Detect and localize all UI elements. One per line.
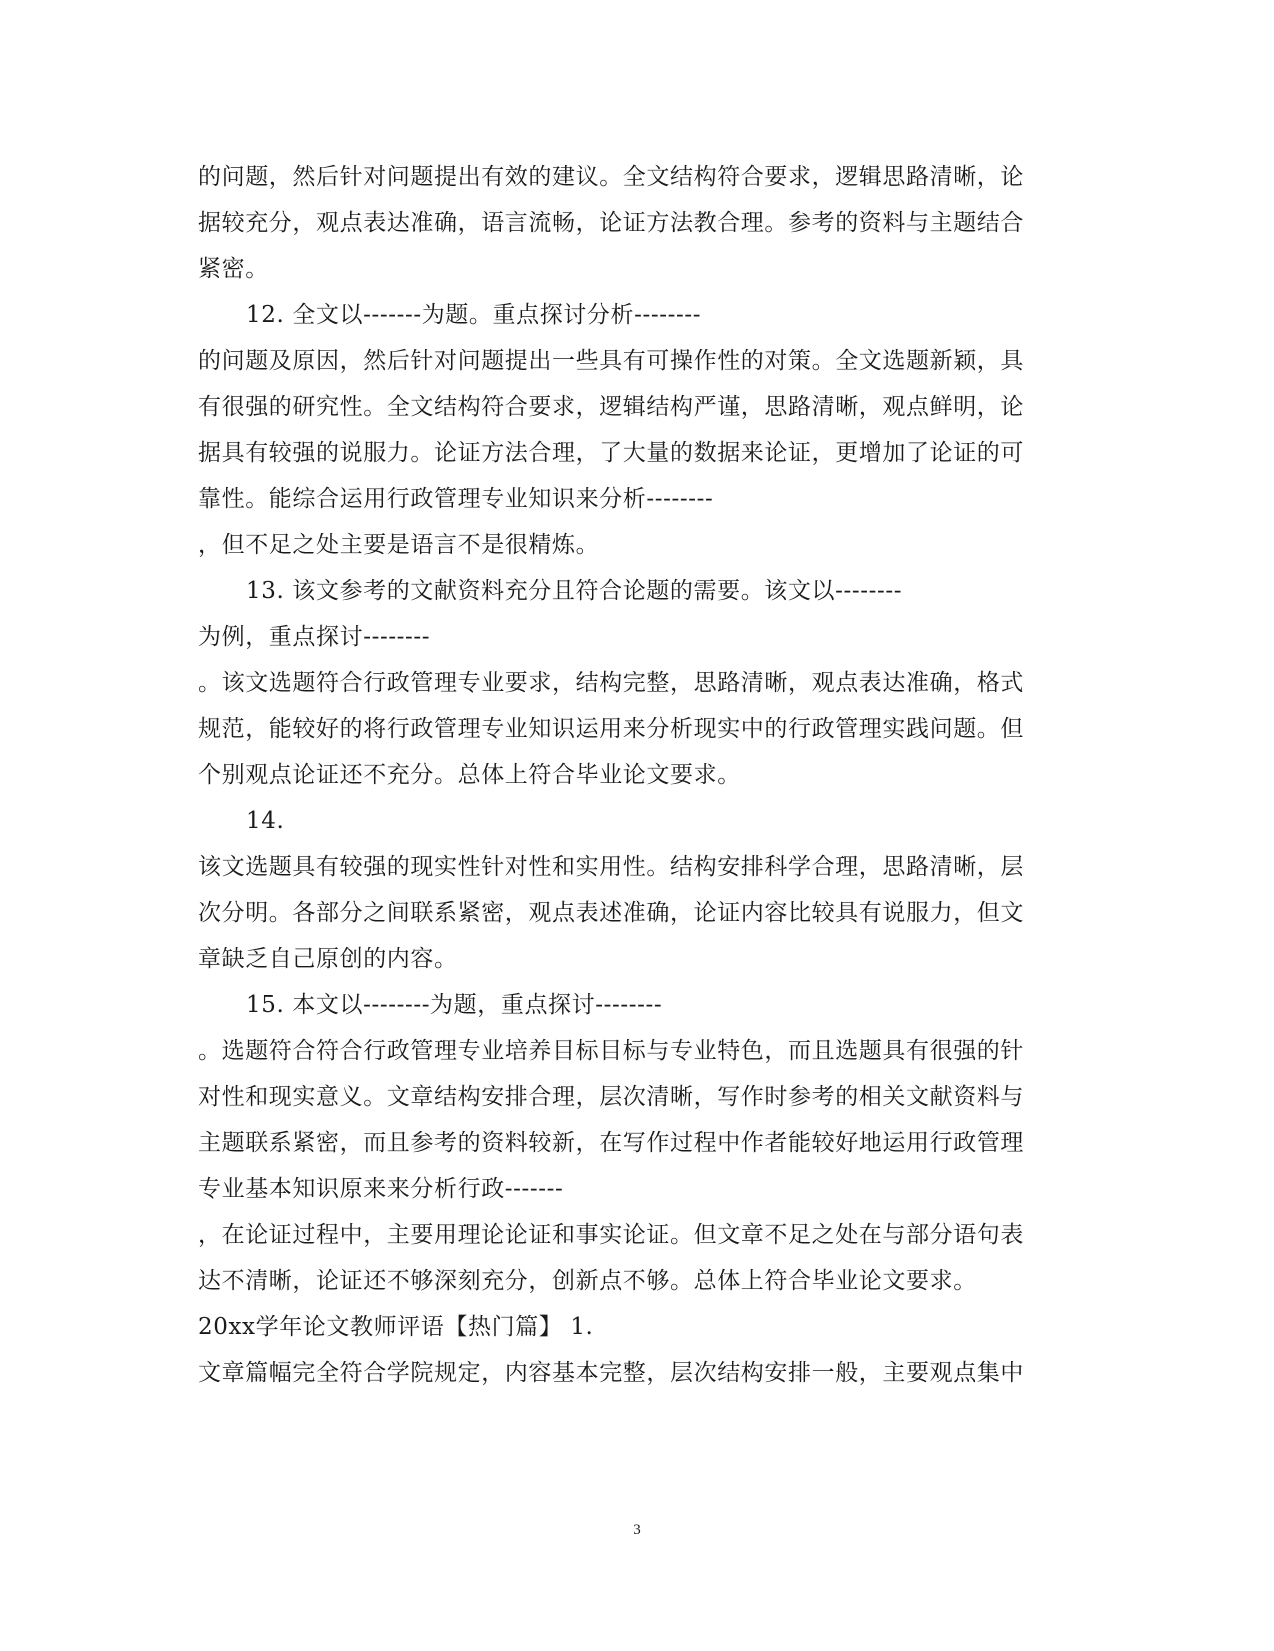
text-line: 规范，能较好的将行政管理专业知识运用来分析现实中的行政管理实践问题。但 xyxy=(198,716,1024,742)
text-line: 章缺乏自己原创的内容。 xyxy=(198,946,458,972)
text-line: 文章篇幅完全符合学院规定，内容基本完整，层次结构安排一般，主要观点集中 xyxy=(198,1360,1024,1386)
text-line: 专业基本知识原来来分析行政------- xyxy=(198,1176,564,1202)
text-line: 该文选题具有较强的现实性针对性和实用性。结构安排科学合理，思路清晰，层 xyxy=(198,854,1024,880)
text-line: 。选题符合符合行政管理专业培养目标目标与专业特色，而且选题具有很强的针 xyxy=(198,1038,1024,1064)
text-line: 有很强的研究性。全文结构符合要求，逻辑结构严谨，思路清晰，观点鲜明，论 xyxy=(198,394,1024,420)
section-heading: 20xx学年论文教师评语【热门篇】 1. xyxy=(198,1314,594,1340)
text-line: ，但不足之处主要是语言不是很精炼。 xyxy=(198,532,600,558)
item-heading-15: 15. 本文以--------为题，重点探讨-------- xyxy=(246,992,663,1018)
item-heading-13: 13. 该文参考的文献资料充分且符合论题的需要。该文以-------- xyxy=(246,578,903,604)
text-line: 据具有较强的说服力。论证方法合理，了大量的数据来论证，更增加了论证的可 xyxy=(198,440,1024,466)
text-line: 紧密。 xyxy=(198,256,269,282)
text-line: 达不清晰，论证还不够深刻充分，创新点不够。总体上符合毕业论文要求。 xyxy=(198,1268,977,1294)
text-line: 。该文选题符合行政管理专业要求，结构完整，思路清晰，观点表达准确，格式 xyxy=(198,670,1024,696)
page-number: 3 xyxy=(633,1522,641,1538)
text-line: ，在论证过程中，主要用理论论证和事实论证。但文章不足之处在与部分语句表 xyxy=(198,1222,1024,1248)
text-line: 次分明。各部分之间联系紧密，观点表述准确，论证内容比较具有说服力，但文 xyxy=(198,900,1024,926)
text-line: 对性和现实意义。文章结构安排合理，层次清晰，写作时参考的相关文献资料与 xyxy=(198,1084,1024,1110)
text-line: 个别观点论证还不充分。总体上符合毕业论文要求。 xyxy=(198,762,741,788)
text-line: 为例，重点探讨-------- xyxy=(198,624,431,650)
text-line: 据较充分，观点表达准确，语言流畅，论证方法教合理。参考的资料与主题结合 xyxy=(198,210,1024,236)
text-line: 的问题，然后针对问题提出有效的建议。全文结构符合要求，逻辑思路清晰，论 xyxy=(198,164,1024,190)
item-heading-14: 14. xyxy=(246,808,285,834)
text-line: 靠性。能综合运用行政管理专业知识来分析-------- xyxy=(198,486,714,512)
text-line: 的问题及原因，然后针对问题提出一些具有可操作性的对策。全文选题新颖，具 xyxy=(198,348,1024,374)
item-heading-12: 12. 全文以-------为题。重点探讨分析-------- xyxy=(246,302,702,328)
text-line: 主题联系紧密，而且参考的资料较新，在写作过程中作者能较好地运用行政管理 xyxy=(198,1130,1024,1156)
